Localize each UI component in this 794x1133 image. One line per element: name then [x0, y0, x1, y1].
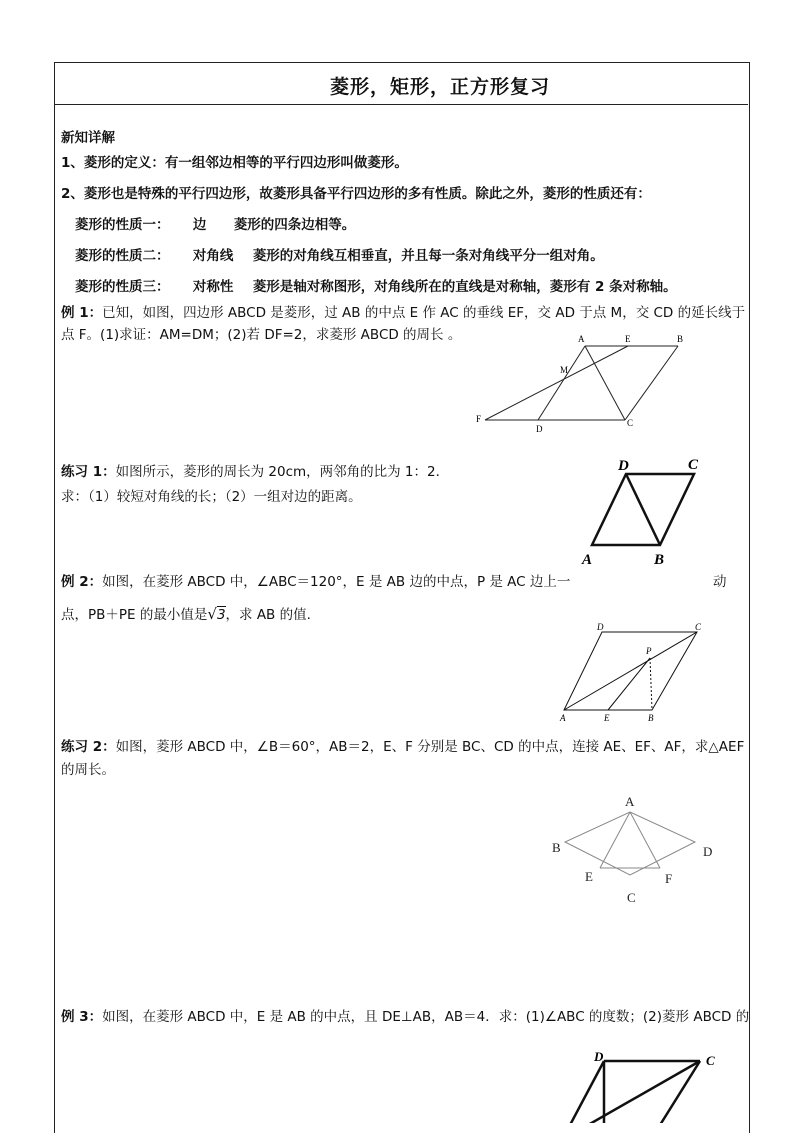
example-2-line2 — [61, 604, 311, 625]
property-key: 对称性 — [192, 279, 234, 295]
label-a: A — [625, 794, 635, 809]
label-m: M — [560, 365, 569, 375]
segment-bc — [625, 346, 678, 420]
practice-text: 如图所示，菱形的周长为 20cm，两邻角的比为 1：2． — [115, 464, 450, 480]
example-label: 例 1： — [61, 305, 103, 321]
practice-1-line1 — [61, 462, 449, 482]
property-name: 菱形的性质三： — [75, 279, 170, 295]
label-b: B — [648, 713, 654, 723]
label-f: F — [665, 871, 673, 886]
property-key: 对角线 — [192, 248, 234, 264]
label-e: E — [585, 869, 593, 884]
label-c: C — [627, 890, 636, 905]
example-3-line1 — [61, 1007, 749, 1027]
label-d: D — [618, 458, 629, 474]
segment-af — [630, 812, 660, 868]
property-key: 边 — [192, 217, 207, 233]
property-desc: 菱形是轴对称图形，对角线所在的直线是对称轴，菱形有 2 条对称轴。 — [252, 279, 677, 295]
property-1 — [75, 215, 355, 235]
page-title: 菱形，矩形，正方形复习 — [330, 76, 551, 98]
segment-da — [570, 1061, 604, 1123]
label-d: D — [594, 1049, 604, 1064]
section-heading: 新知详解 — [61, 130, 115, 146]
label-f: F — [476, 414, 482, 424]
example-label: 例 3： — [61, 1009, 103, 1025]
practice-1-line2: 求：（1）较短对角线的长；（2）一组对边的距离。 — [61, 489, 362, 505]
example-text: 已知，如图，四边形 ABCD 是菱形，过 AB 的中点 E 作 AC 的垂线 EF，交 AD 于点 M，交 CD 的延长线于 — [102, 305, 746, 321]
label-d: D — [536, 424, 543, 434]
example-1-line2: 点 F。(1)求证：AM=DM；(2)若 DF=2，求菱形 ABCD 的周长 。 — [61, 327, 462, 343]
example-2-line1-end: 动 — [713, 574, 727, 590]
figure-example-3 — [560, 1045, 730, 1123]
property-3 — [75, 277, 677, 297]
segment-ae — [600, 812, 630, 868]
diagonal-db — [626, 474, 660, 545]
property-name: 菱形的性质二： — [75, 248, 170, 264]
segment-pb — [650, 658, 652, 710]
label-b: B — [654, 552, 665, 568]
figure-example-1 — [470, 330, 710, 440]
label-a: A — [582, 552, 593, 568]
property-name: 菱形的性质一： — [75, 217, 170, 233]
label-c: C — [695, 622, 702, 632]
figure-example-2 — [552, 620, 712, 726]
label-b: B — [677, 334, 684, 344]
label-p: P — [646, 646, 652, 656]
label-a: A — [560, 713, 566, 723]
label-e: E — [625, 334, 631, 344]
example-text: 点，PB＋PE 的最小值是 — [61, 607, 208, 623]
practice-label: 练习 2： — [61, 739, 116, 755]
definition-1: 1、菱形的定义：有一组邻边相等的平行四边形叫做菱形。 — [61, 155, 408, 171]
practice-text: 如图，菱形 ABCD 中，∠B＝60°，AB＝2，E、F 分别是 BC、CD 的中点，连接 AE、EF、AF，求△AEF — [115, 739, 745, 755]
property-2 — [75, 246, 604, 266]
label-b: B — [552, 840, 561, 855]
segment-ad — [538, 346, 585, 420]
example-1-line1 — [61, 303, 745, 323]
sqrt-symbol: √ — [207, 605, 217, 623]
example-label: 例 2： — [61, 574, 103, 590]
practice-label: 练习 1： — [61, 464, 116, 480]
example-text: ，求 AB 的值. — [225, 607, 311, 623]
label-c: C — [706, 1053, 715, 1068]
example-text: 如图，在菱形 ABCD 中，∠ABC＝120°，E 是 AB 边的中点，P 是 AC 边上一 — [102, 574, 571, 590]
segment-pe — [608, 658, 650, 710]
label-d: D — [597, 622, 604, 632]
label-a: A — [578, 334, 585, 344]
rhombus-abcd — [565, 812, 695, 875]
diagonal-ac — [564, 632, 697, 710]
diagonal-ac — [585, 346, 625, 420]
practice-2-line1 — [61, 737, 744, 757]
definition-2: 2、菱形也是特殊的平行四边形，故菱形具备平行四边形的多有性质。除此之外，菱形的性质还有： — [61, 186, 651, 202]
label-c: C — [627, 418, 634, 428]
label-e: E — [604, 713, 610, 723]
figure-practice-2 — [545, 790, 725, 910]
segment-cb — [660, 1061, 700, 1123]
practice-2-line2: 的周长。 — [61, 762, 115, 778]
figure-practice-1 — [578, 452, 708, 572]
property-desc: 菱形的四条边相等。 — [233, 217, 356, 233]
property-desc: 菱形的对角线互相垂直，并且每一条对角线平分一组对角。 — [252, 248, 604, 264]
sqrt-value: 3 — [216, 607, 226, 623]
example-text: 如图，在菱形 ABCD 中，E 是 AB 的中点，且 DE⊥AB，AB＝4．求：(1)∠ABC 的度数；(2)菱形 ABCD 的 — [102, 1009, 750, 1025]
label-d: D — [703, 844, 713, 859]
segment-fe — [485, 346, 628, 420]
label-c: C — [688, 457, 699, 473]
example-2-line1 — [61, 572, 570, 592]
